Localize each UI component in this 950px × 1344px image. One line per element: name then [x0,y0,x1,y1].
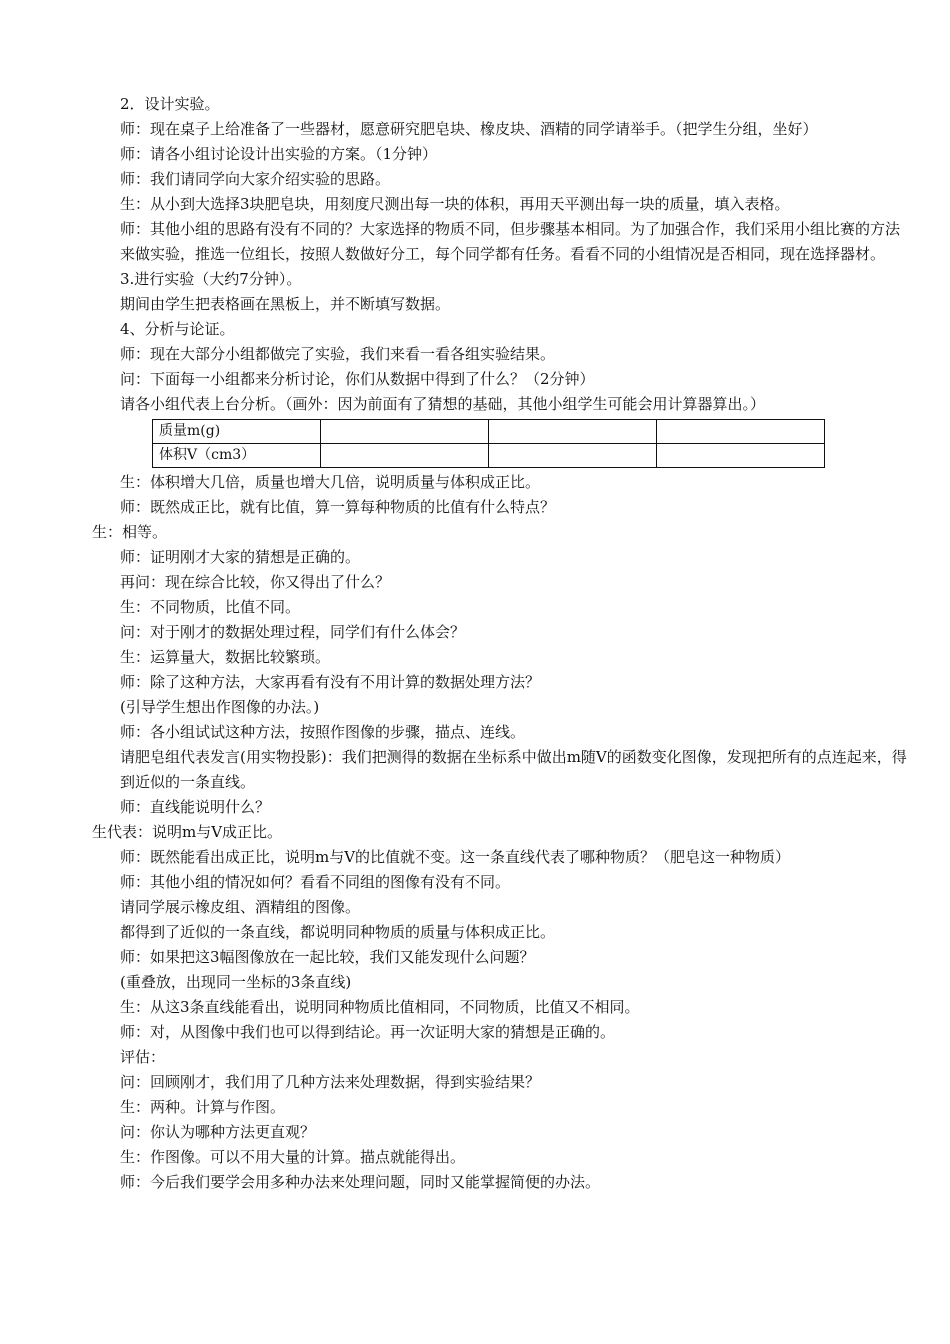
paragraph: 再问：现在综合比较，你又得出了什么？ [120,573,391,591]
paragraph: 师：证明刚才大家的猜想是正确的。 [120,548,361,566]
paragraph: 师：既然成正比，就有比值，算一算每种物质的比值有什么特点？ [120,498,556,516]
paragraph: 生：从这3条直线能看出，说明同种物质比值相同，不同物质，比值又不相同。 [120,998,640,1016]
document-body [92,92,910,1195]
paragraph: 生：不同物质，比值不同。 [120,598,301,616]
paragraph: 师：现在桌子上给准备了一些器材，愿意研究肥皂块、橡皮块、酒精的同学请举手。（把学生分组，坐好） [120,120,818,138]
table-row-header-cell: 体积V（cm3） [153,444,321,468]
paragraph: 师：请各小组讨论设计出实验的方案。（1分钟） [120,145,438,163]
table-row [153,444,825,468]
paragraph: 问：你认为哪种方法更直观？ [120,1123,316,1141]
paragraph: 生：两种。计算与作图。 [120,1098,286,1116]
paragraph: 师：如果把这3幅图像放在一起比较，我们又能发现什么问题？ [120,948,535,966]
paragraph: 2．设计实验。 [120,95,220,113]
paragraph: 问：下面每一小组都来分析讨论，你们从数据中得到了什么？（2分钟） [120,370,595,388]
paragraph: 生代表：说明m与V成正比。 [92,823,283,841]
table-cell [657,444,825,468]
paragraph: 生：运算量大，数据比较繁琐。 [120,648,331,666]
paragraph: 师：对，从图像中我们也可以得到结论。再一次证明大家的猜想是正确的。 [120,1023,616,1041]
paragraph: 师：既然能看出成正比，说明m与V的比值就不变。这一条直线代表了哪种物质？（肥皂这一种物质） [120,848,791,866]
paragraph: 师：各小组试试这种方法，按照作图像的步骤，描点、连线。 [120,723,526,741]
paragraph: 师：其他小组的思路有没有不同的？大家选择的物质不同，但步骤基本相同。为了加强合作，我们采用小组比赛的方法来做实验，推选一位组长，按照人数做好分工，每个同学都有任务。看看不同的小组情况是否相同，现在选择器材。 [120,220,901,263]
paragraph: 请同学展示橡皮组、酒精组的图像。 [120,898,361,916]
table-cell [321,444,489,468]
table-cell [321,420,489,444]
paragraph: 都得到了近似的一条直线，都说明同种物质的质量与体积成正比。 [120,923,556,941]
paragraph: 生：相等。 [92,523,168,541]
paragraph: 问：对于刚才的数据处理过程，同学们有什么体会？ [120,623,466,641]
paragraphs-before-table [92,92,910,417]
paragraph: 生：体积增大几倍，质量也增大几倍，说明质量与体积成正比。 [120,473,541,491]
paragraph: 问：回顾刚才，我们用了几种方法来处理数据，得到实验结果？ [120,1073,541,1091]
paragraph: 师：直线能说明什么？ [120,798,271,816]
table-row [153,420,825,444]
measurement-table [152,419,825,468]
paragraph: 请各小组代表上台分析。（画外：因为前面有了猜想的基础，其他小组学生可能会用计算器算出。） [120,395,766,413]
paragraph: 期间由学生把表格画在黑板上，并不断填写数据。 [120,295,451,313]
paragraph: 师：今后我们要学会用多种办法来处理问题，同时又能掌握简便的办法。 [120,1173,601,1191]
table-cell [489,420,657,444]
paragraph: 生：作图像。可以不用大量的计算。描点就能得出。 [120,1148,466,1166]
paragraph: 评估： [120,1048,166,1066]
paragraph: 4、分析与论证。 [120,320,235,338]
table-cell [489,444,657,468]
paragraph: (引导学生想出作图像的办法。) [120,698,320,716]
paragraph: 师：现在大部分小组都做完了实验，我们来看一看各组实验结果。 [120,345,556,363]
paragraph: 生：从小到大选择3块肥皂块，用刻度尺测出每一块的体积，再用天平测出每一块的质量，填入表格。 [120,195,790,213]
paragraph: 师：其他小组的情况如何？看看不同组的图像有没有不同。 [120,873,511,891]
paragraphs-after-table [92,470,910,1195]
paragraph: (重叠放，出现同一坐标的3条直线) [120,973,352,991]
paragraph: 师：除了这种方法，大家再看有没有不用计算的数据处理方法？ [120,673,541,691]
table-row-header-cell: 质量m(g) [153,420,321,444]
paragraph: 3.进行实验（大约7分钟）。 [120,270,302,288]
paragraph: 请肥皂组代表发言(用实物投影)：我们把测得的数据在坐标系中做出m随V的函数变化图像，发现把所有的点连起来，得到近似的一条直线。 [120,748,907,791]
table-cell [657,420,825,444]
paragraph: 师：我们请同学向大家介绍实验的思路。 [120,170,391,188]
